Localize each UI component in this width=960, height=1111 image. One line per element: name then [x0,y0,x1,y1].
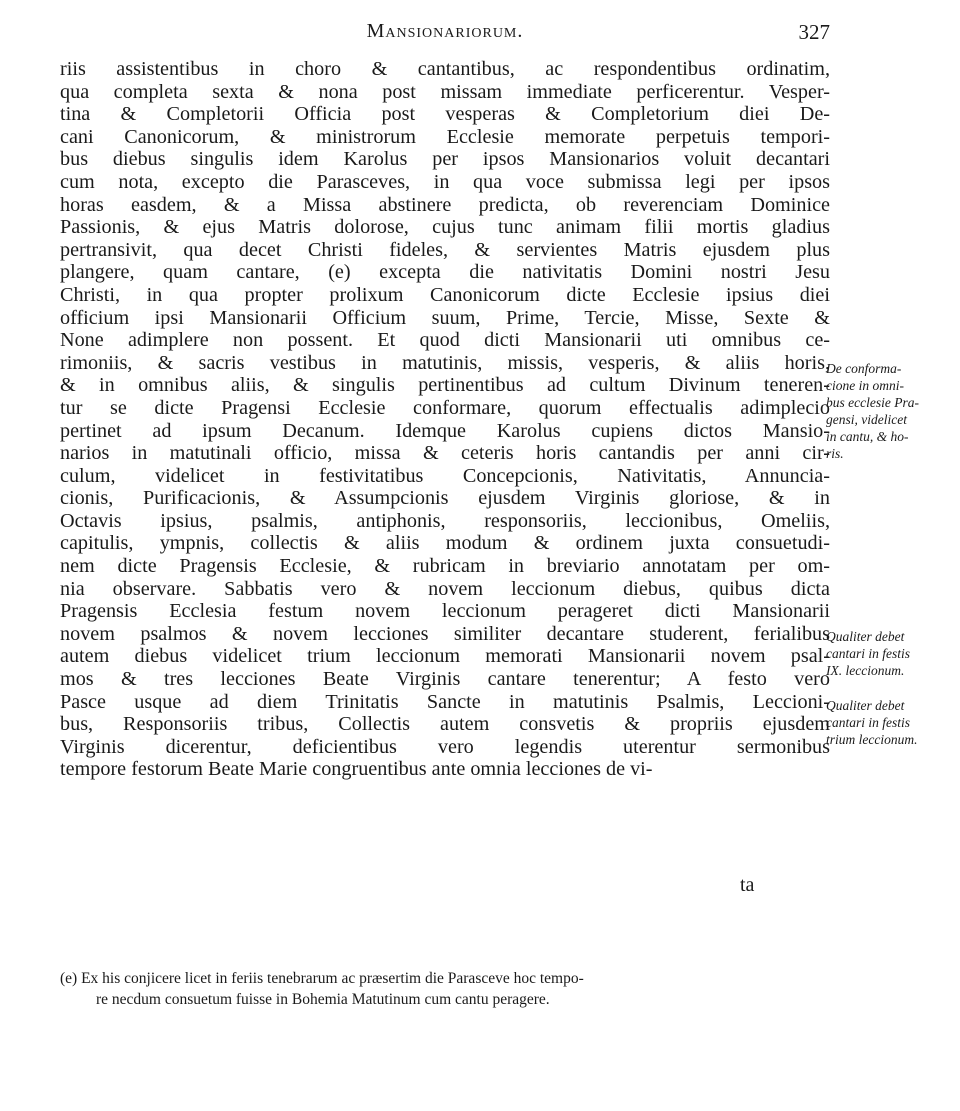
margin-note-line: De conforma- [826,361,902,376]
main-text [60,58,830,781]
text-line: plangere, quam cantare, (e) excepta die nativitatis Domini nostri Jesu [60,261,830,284]
margin-note [826,628,956,679]
text-line: nia observare. Sabbatis vero & novem leccionum diebus, quibus dicta [60,577,830,600]
text-line: culum, videlicet in festivitatibus Concepcionis, Nativitatis, Annuncia- [60,464,830,487]
text-line: tur se dicte Pragensi Ecclesie conformare, quorum effectualis adimplecio [60,396,830,419]
text-line: None adimplere non possent. Et quod dicti Mansionarii uti omnibus ce- [60,329,830,352]
page-header [60,20,830,50]
text-line: pertinet ad ipsum Decanum. Idemque Karolus cupiens dictos Mansio- [60,419,830,442]
text-line: Pragensis Ecclesia festum novem leccionum perageret dicti Mansionarii [60,600,830,623]
text-line: mos & tres lecciones Beate Virginis cantare tenerentur; A festo vero [60,668,830,691]
margin-note-line: Qualiter debet [826,629,905,644]
text-line: nem dicte Pragensis Ecclesie, & rubricam in breviario annotatam per om- [60,555,830,578]
text-line: cum nota, excepto die Parasceves, in qua voce submissa legi per ipsos [60,170,830,193]
footnote-line: re necdum consuetum fuisse in Bohemia Matutinum cum cantu peragere. [96,991,550,1008]
text-line: tempore festorum Beate Marie congruentibus ante omnia lecciones de vi- [60,758,653,781]
text-line: Christi, in qua propter prolixum Canonicorum dicte Ecclesie ipsius diei [60,283,830,306]
text-line: pertransivit, qua decet Christi fideles, & servientes Matris ejusdem plus [60,238,830,261]
text-line: rimoniis, & sacris vestibus in matutinis, missis, vesperis, & aliis horis, [60,351,830,374]
margin-note-line: trium leccionum. [826,732,918,747]
margin-note [826,697,956,748]
margin-note-line: ris. [826,446,844,461]
text-line: bus, Responsoriis tribus, Collectis autem consvetis & propriis ejusdem [60,713,830,736]
footnote [60,968,820,1010]
margin-note [826,360,956,462]
margin-note-line: in cantu, & ho- [826,429,909,444]
text-line: officium ipsi Mansionarii Officium suum, Prime, Tercie, Misse, Sexte & [60,306,830,329]
text-line: cionis, Purificacionis, & Assumpcionis ejusdem Virginis gloriose, & in [60,487,830,510]
margin-note-line: gensi, videlicet [826,412,907,427]
margin-note-line: cantari in festis [826,715,910,730]
running-title: Mansionariorum. [366,20,524,42]
footnote-line: (e) Ex his conjicere licet in feriis tenebrarum ac præsertim die Parasceve hoc tempo- [60,970,584,987]
page-number: 327 [798,20,830,44]
text-line: bus diebus singulis idem Karolus per ipsos Mansionarios voluit decantari [60,148,830,171]
margin-note-line: IX. leccionum. [826,663,905,678]
margin-note-line: cantari in festis [826,646,910,661]
text-line: tina & Completorii Officia post vesperas & Completorium diei De- [60,103,830,126]
margin-note-line: bus ecclesie Pra- [826,395,919,410]
margin-note-line: cione in omni- [826,378,904,393]
text-line: novem psalmos & novem lecciones similiter decantare studerent, ferialibus [60,622,830,645]
text-line: horas easdem, & a Missa abstinere predicta, ob reverenciam Dominice [60,193,830,216]
text-line: capitulis, ympnis, collectis & aliis modum & ordinem juxta consuetudi- [60,532,830,555]
text-line: cani Canonicorum, & ministrorum Ecclesie memorate perpetuis tempori- [60,125,830,148]
text-line: narios in matutinali officio, missa & ceteris horis cantandis per anni cir- [60,442,830,465]
text-line: qua completa sexta & nona post missam immediate perficerentur. Vesper- [60,80,830,103]
text-line: Octavis ipsius, psalmis, antiphonis, responsoriis, leccionibus, Omeliis, [60,509,830,532]
margin-note-line: Qualiter debet [826,698,905,713]
text-line: & in omnibus aliis, & singulis pertinentibus ad cultum Divinum teneren- [60,374,830,397]
text-line: Pasce usque ad diem Trinitatis Sancte in matutinis Psalmis, Leccioni- [60,690,830,713]
text-line: autem diebus videlicet trium leccionum memorati Mansionarii novem psal- [60,645,830,668]
text-line: Passionis, & ejus Matris dolorose, cujus tunc animam filii mortis gladius [60,216,830,239]
text-line: riis assistentibus in choro & cantantibus, ac respondentibus ordinatim, [60,58,830,80]
text-line: Virginis dicerentur, deficientibus vero legendis uterentur sermonibus [60,735,830,758]
catchword: ta [740,874,755,896]
